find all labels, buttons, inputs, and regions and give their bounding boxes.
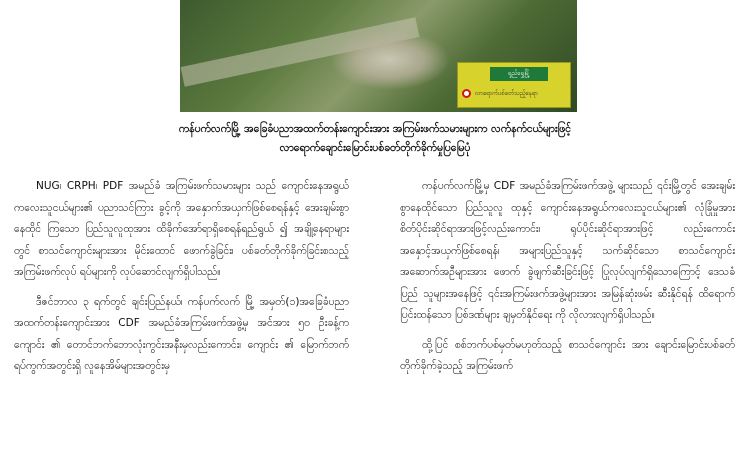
article-column-left [14,176,349,386]
map-town-area [330,30,450,90]
legend-title: ရှည်ရွှေမြို့ [490,67,548,81]
target-circle-icon [462,89,471,98]
right-paragraph-2: ထို့ပြင် စစ်ဘက်ပစ်မှတ်မဟုတ်သည့် စာသင်ကျောင်း အား ချောင်းမြောင်းပစ်ခတ်တိုက်ခိုက်ခဲ့သည့် အကြမ်းဖက် [400,338,735,372]
map-caption [80,120,670,158]
right-paragraph-1: ကန်ပက်လက်မြို့မှ CDF အမည်ခံအကြမ်းဖက်အဖွဲ့ များသည် ၎င်းမြို့တွင် အေးချမ်းစွာနေထိုင်သော ပြည်သူလူ ထုနှင့် ကျောင်းနေအရွယ်ကလေးသူငယ်များ၏ လုံခြုံမှုအား စိတ်ပိုင်းဆိုင်ရာအားဖြင့်လည်းကောင်း၊ ရုပ်ပိုင်းဆိုင်ရာအားဖြင့် လည်းကောင်း အနှောင့်အယှက်ဖြစ်စေရန်၊ အများပြည်သူနှင့် သက်ဆိုင်သော စာသင်ကျောင်းအဆောက်အဦများအား ဖောက် ခွဲဖျက်ဆီးခြင်းဖြင့် ပြုလုပ်လျက်ရှိသောကြောင့် ဒေသခံပြည် သူများအနေဖြင့် ၎င်းအကြမ်းဖက်အဖွဲ့များအား အမြန်ဆုံးဖမ်း ဆီးနိုင်ရန် ထိရောက်ပြင်းထန်သော ပြစ်ဒဏ်များ ချမှတ်နိုင်ရေး ကို လိုလားလျက်ရှိပါသည်။ [400,180,735,321]
left-paragraph-2: ဒီဇင်ဘာလ ၃ ရက်တွင် ချင်းပြည်နယ်၊ ကန်ပက်လက် မြို့ အမှတ်(၁)အခြေခံပညာအထက်တန်းကျောင်းအား CDF အမည်ခံအကြမ်းဖက်အဖွဲ့မှ အင်အား ၅၀ ဦးခန့်က ကျောင်း ၏ တောင်ဘက်ဘောလုံးကွင်းအနီးမှလည်းကောင်း၊ ကျောင်း ၏ မြောက်ဘက်ရပ်ကွက်အတွင်းရှိ လူနေအိမ်များအတွင်းမှ [14,295,349,372]
article-column-right [400,176,735,386]
legend-item-label: လာရောက်ပစ်ခတ်သည့်နေရာ [475,90,539,97]
left-paragraph-1: NUG၊ CRPH၊ PDF အမည်ခံ အကြမ်းဖက်သမားများ သည် ကျောင်းနေအရွယ်ကလေးသူငယ်များ၏ ပညာသင်ကြား ခွင့်ကို အနှောက်အယှက်ဖြစ်စေရန်နှင့် အေးချမ်းစွာ နေထိုင် ကြသော ပြည်သူလူထုအား ထိခိုက်အော်ရာရှိစေရန်ရည်ရွယ် ၍ အချို့နေရာများတွင် စာသင်ကျောင်းများအား မိုင်းထောင် ဖောက်ခွဲခြင်း၊ ပစ်ခတ်တိုက်ခိုက်ခြင်းစသည့် အကြမ်းဖက်လုပ် ရပ်များကို လုပ်ဆောင်လျက်ရှိပါသည်။ [14,180,349,278]
map-legend [457,62,571,108]
satellite-map-image [180,0,577,112]
caption-line-2: လာရောက်ချောင်းမြောင်းပစ်ခတ်တိုက်ခိုက်မှုပြမြေပုံ [279,142,471,154]
legend-row [462,89,538,98]
caption-line-1: ကန်ပက်လက်မြို့ အခြေခံပညာအထက်တန်းကျောင်းအား အကြမ်းဖက်သမားများက လက်နက်ငယ်များဖြင့် [178,123,572,135]
